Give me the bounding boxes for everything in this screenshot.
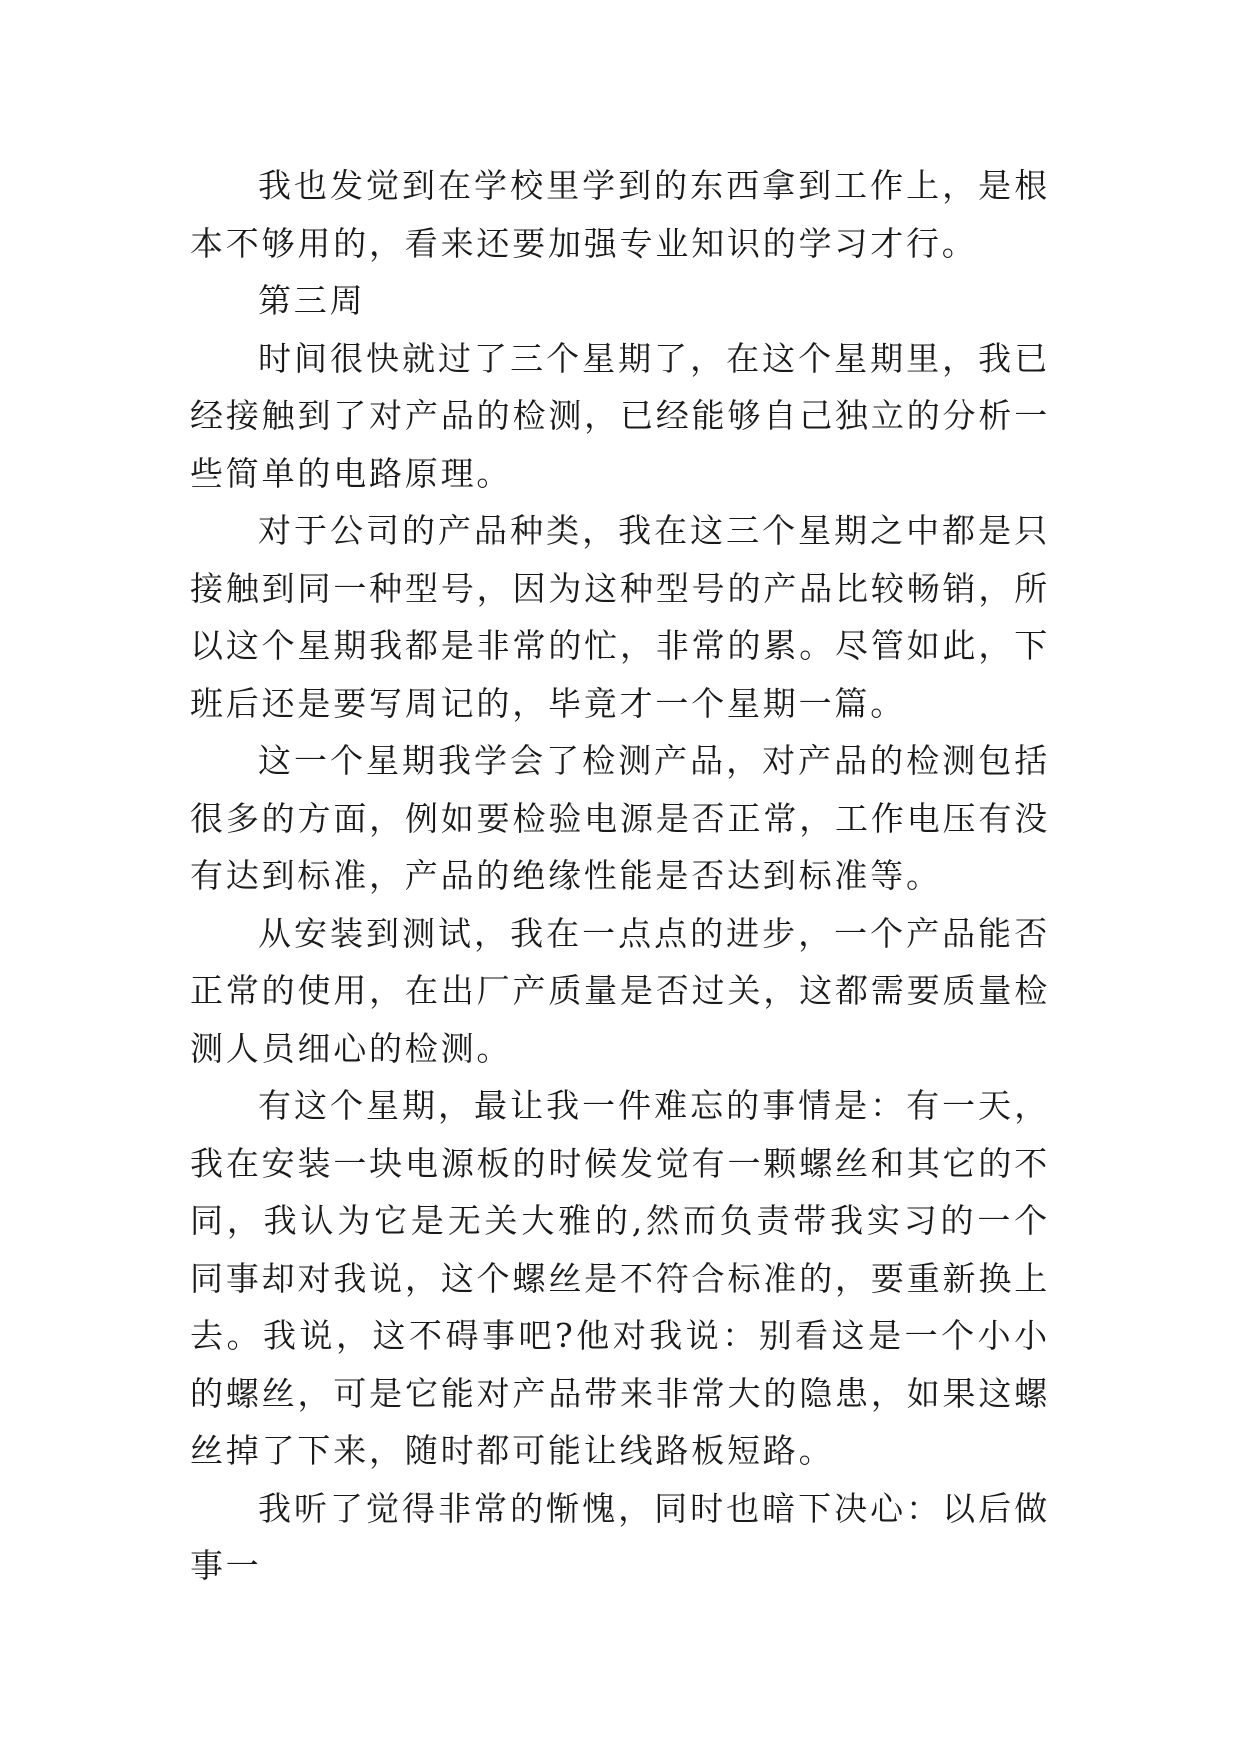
paragraph: 时间很快就过了三个星期了，在这个星期里，我已经接触到了对产品的检测，已经能够自己独立的分析一些简单的电路原理。 [190,338,1050,493]
paragraph: 从安装到测试，我在一点点的进步，一个产品能否正常的使用，在出厂产质量是否过关，这都需要质量检测人员细心的检测。 [190,913,1050,1068]
paragraph: 我也发觉到在学校里学到的东西拿到工作上，是根本不够用的，看来还要加强专业知识的学习才行。 [190,166,1050,263]
document-body [190,157,1050,1595]
paragraph: 有这个星期，最让我一件难忘的事情是：有一天，我在安装一块电源板的时候发觉有一颗螺丝和其它的不同，我认为它是无关大雅的,然而负责带我实习的一个同事却对我说，这个螺丝是不符合标准的，要重新换上去。我说，这不碍事吧?他对我说：别看这是一个小小的螺丝，可是它能对产品带来非常大的隐患，如果这螺丝掉了下来，随时都可能让线路板短路。 [190,1086,1050,1470]
paragraph: 我听了觉得非常的惭愧，同时也暗下决心：以后做事一 [190,1488,1050,1585]
paragraph: 这一个星期我学会了检测产品，对产品的检测包括很多的方面，例如要检验电源是否正常，工作电压有没有达到标准，产品的绝缘性能是否达到标准等。 [190,741,1050,895]
paragraph: 对于公司的产品种类，我在这三个星期之中都是只接触到同一种型号，因为这种型号的产品比较畅销，所以这个星期我都是非常的忙，非常的累。尽管如此，下班后还是要写周记的，毕竟才一个星期一篇。 [190,511,1050,723]
section-heading: 第三周 [258,281,366,320]
